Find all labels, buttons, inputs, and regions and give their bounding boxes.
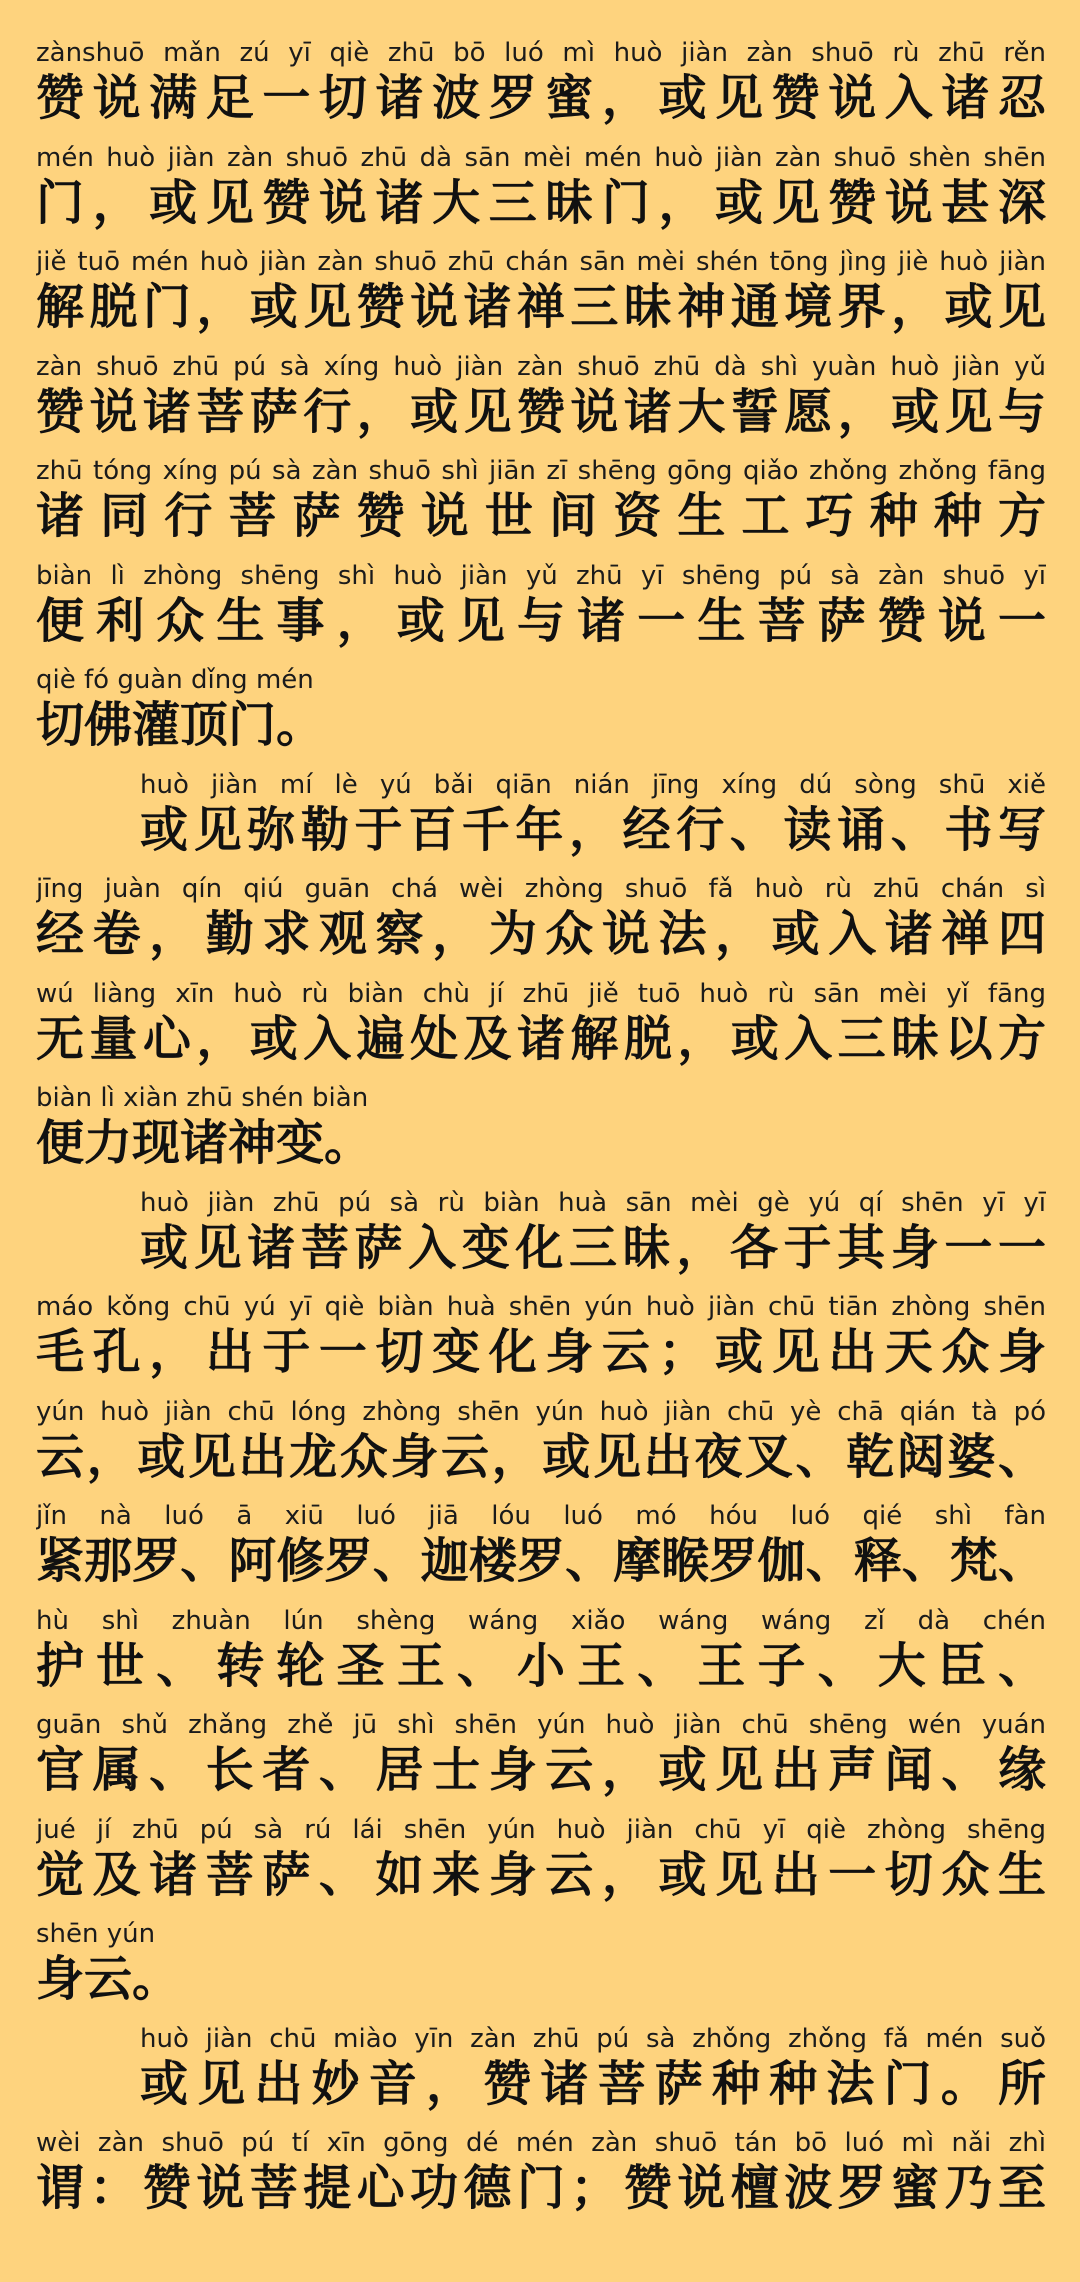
text-line bbox=[36, 762, 1046, 867]
pinyin-line: biàn lì xiàn zhū shén biàn bbox=[36, 1083, 369, 1113]
hanzi-line: 赞说满足一切诸波罗蜜，或见赞说入诸忍 bbox=[36, 70, 1046, 126]
text-line bbox=[36, 2016, 1046, 2121]
text-line bbox=[36, 1075, 1046, 1180]
pinyin-line: biàn lì zhòng shēng shì huò jiàn yǔ zhū yī shēng pú sà zàn shuō yī bbox=[36, 560, 1046, 591]
hanzi-line: 门，或见赞说诸大三昧门，或见赞说甚深 bbox=[36, 174, 1046, 231]
pinyin-line: jué jí zhū pú sà rú lái shēn yún huò jiàn chū yī qiè zhòng shēng bbox=[36, 1814, 1046, 1845]
text-line bbox=[36, 553, 1046, 658]
pinyin-line: hù shì zhuàn lún shèng wáng xiǎo wáng wáng zǐ dà chén bbox=[36, 1605, 1046, 1636]
hanzi-line: 赞说诸菩萨行，或见赞说诸大誓愿，或见与 bbox=[36, 383, 1046, 440]
hanzi-line: 便力现诸神变。 bbox=[36, 1115, 373, 1171]
pinyin-line: jiě tuō mén huò jiàn zàn shuō zhū chán sān mèi shén tōng jìng jiè huò jiàn bbox=[36, 247, 1046, 277]
text-line bbox=[36, 657, 1046, 762]
pinyin-line: huò jiàn zhū pú sà rù biàn huà sān mèi gè yú qí shēn yī yī bbox=[140, 1187, 1046, 1218]
text-line bbox=[36, 239, 1046, 344]
pinyin-line: jīng juàn qín qiú guān chá wèi zhòng shuō fǎ huò rù zhū chán sì bbox=[36, 874, 1046, 904]
text-line bbox=[36, 1911, 1046, 2016]
hanzi-line: 便利众生事，或见与诸一生菩萨赞说一 bbox=[36, 592, 1046, 649]
hanzi-line: 无量心，或入遍处及诸解脱，或入三昧以方 bbox=[36, 1010, 1046, 1067]
pinyin-line: wú liàng xīn huò rù biàn chù jí zhū jiě tuō huò rù sān mèi yǐ fāng bbox=[36, 978, 1046, 1009]
hanzi-line: 或见诸菩萨入变化三昧，各于其身一一 bbox=[140, 1219, 1046, 1276]
hanzi-line: 身云。 bbox=[36, 1951, 181, 2007]
pinyin-line: qiè fó guàn dǐng mén bbox=[36, 665, 314, 695]
hanzi-line: 经卷，勤求观察，为众说法，或入诸禅四 bbox=[36, 906, 1046, 962]
pinyin-line: máo kǒng chū yú yī qiè biàn huà shēn yún huò jiàn chū tiān zhòng shēn bbox=[36, 1292, 1046, 1322]
hanzi-line: 谓：赞说菩提心功德门；赞说檀波罗蜜乃至 bbox=[36, 2160, 1046, 2216]
pinyin-line: zhū tóng xíng pú sà zàn shuō shì jiān zī shēng gōng qiǎo zhǒng zhǒng fāng bbox=[36, 456, 1046, 486]
hanzi-line: 觉及诸菩萨、如来身云，或见出一切众生 bbox=[36, 1846, 1046, 1903]
pinyin-line: wèi zàn shuō pú tí xīn gōng dé mén zàn shuō tán bō luó mì nǎi zhì bbox=[36, 2128, 1046, 2158]
text-line bbox=[36, 1807, 1046, 1912]
hanzi-line: 护世、转轮圣王、小王、王子、大臣、 bbox=[36, 1637, 1046, 1694]
text-line bbox=[36, 135, 1046, 240]
hanzi-line: 诸同行菩萨赞说世间资生工巧种种方 bbox=[36, 488, 1046, 544]
hanzi-line: 或见弥勒于百千年，经行、读诵、书写 bbox=[140, 801, 1046, 858]
pinyin-line: huò jiàn mí lè yú bǎi qiān nián jīng xíng dú sòng shū xiě bbox=[140, 769, 1046, 800]
text-line bbox=[36, 1180, 1046, 1285]
pinyin-line: yún huò jiàn chū lóng zhòng shēn yún huò jiàn chū yè chā qián tà pó bbox=[36, 1396, 1046, 1427]
pinyin-line: guān shǔ zhǎng zhě jū shì shēn yún huò jiàn chū shēng wén yuán bbox=[36, 1710, 1046, 1740]
text-line bbox=[36, 2120, 1046, 2225]
text-line bbox=[36, 448, 1046, 553]
pinyin-line: mén huò jiàn zàn shuō zhū dà sān mèi mén huò jiàn zàn shuō shèn shēn bbox=[36, 142, 1046, 173]
text-line bbox=[36, 866, 1046, 971]
hanzi-line: 或见出妙音，赞诸菩萨种种法门。所 bbox=[140, 2055, 1046, 2112]
hanzi-line: 官属、长者、居士身云，或见出声闻、缘 bbox=[36, 1742, 1046, 1798]
text-line bbox=[36, 1284, 1046, 1389]
pinyin-line: shēn yún bbox=[36, 1919, 156, 1949]
hanzi-line: 毛孔，出于一切变化身云；或见出天众身 bbox=[36, 1324, 1046, 1380]
text-line bbox=[36, 344, 1046, 449]
hanzi-line: 解脱门，或见赞说诸禅三昧神通境界，或见 bbox=[36, 279, 1046, 335]
text-line bbox=[36, 1598, 1046, 1703]
hanzi-line: 切佛灌顶门。 bbox=[36, 697, 325, 753]
text-line bbox=[36, 1389, 1046, 1494]
hanzi-line: 云，或见出龙众身云，或见出夜叉、乾闼婆、 bbox=[36, 1428, 1046, 1485]
scripture-text bbox=[36, 30, 1046, 2225]
text-line bbox=[36, 971, 1046, 1076]
hanzi-line: 紧那罗、阿修罗、迦楼罗、摩睺罗伽、释、梵、 bbox=[36, 1533, 1046, 1589]
pinyin-line: jǐn nà luó ā xiū luó jiā lóu luó mó hóu luó qié shì fàn bbox=[36, 1501, 1046, 1531]
text-line bbox=[36, 1493, 1046, 1598]
pinyin-line: huò jiàn chū miào yīn zàn zhū pú sà zhǒng zhǒng fǎ mén suǒ bbox=[140, 2023, 1046, 2054]
text-line bbox=[36, 1702, 1046, 1807]
pinyin-line: zàn shuō zhū pú sà xíng huò jiàn zàn shuō zhū dà shì yuàn huò jiàn yǔ bbox=[36, 351, 1046, 382]
pinyin-line: zànshuō mǎn zú yī qiè zhū bō luó mì huò jiàn zàn shuō rù zhū rěn bbox=[36, 38, 1046, 68]
text-line bbox=[36, 30, 1046, 135]
